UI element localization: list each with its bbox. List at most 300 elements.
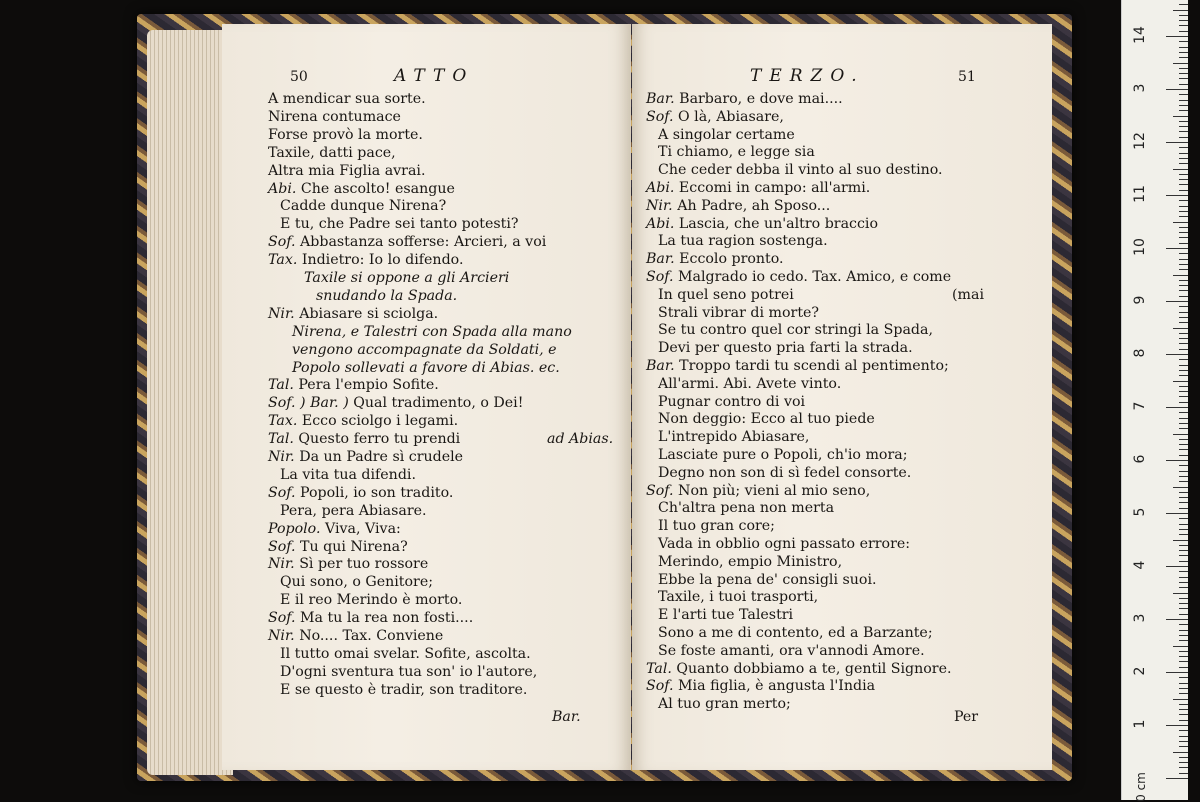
ruler-tick: [1179, 227, 1188, 228]
ruler-tick: [1179, 550, 1188, 551]
line-text: Che ascolto! esangue: [300, 180, 455, 197]
text-line: [268, 144, 396, 162]
ruler-tick: [1179, 736, 1188, 737]
text-line: [658, 499, 834, 517]
text-line: [646, 197, 830, 215]
measuring-ruler: [1121, 0, 1188, 800]
speaker-label: Tal.: [268, 377, 299, 394]
text-line: [658, 393, 805, 411]
text-line: [658, 428, 809, 446]
speaker-label: Sof. ) Bar. ): [268, 395, 354, 412]
text-line: [316, 287, 457, 305]
line-text: Abiasare si sciolga.: [299, 305, 439, 322]
text-line: [280, 591, 462, 609]
line-text: E l'arti tue Talestri: [658, 607, 794, 624]
speaker-label: Sof.: [646, 108, 679, 125]
ruler-tick: [1179, 370, 1188, 371]
ruler-tick: [1179, 455, 1188, 456]
text-line: [268, 126, 423, 144]
ruler-tick: [1179, 338, 1188, 339]
text-line: [280, 466, 416, 484]
ruler-tick: [1179, 68, 1188, 69]
line-text: Popoli, io son tradito.: [300, 484, 454, 501]
speaker-label: Sof.: [268, 484, 301, 501]
line-text: Che ceder debba il vinto al suo destino.: [658, 162, 943, 179]
text-line: [280, 502, 427, 520]
text-line: [646, 268, 951, 286]
ruler-tick: [1166, 566, 1188, 567]
ruler-tick: [1173, 646, 1188, 647]
speaker-label: Tax.: [268, 413, 302, 430]
line-text: Cadde dunque Nirena?: [280, 198, 447, 215]
line-text: Strali vibrar di morte?: [658, 304, 820, 321]
text-line: [658, 339, 913, 357]
ruler-tick: [1179, 52, 1188, 53]
line-text: Taxile si oppone a gli Arcieri: [304, 270, 510, 286]
ruler-tick: [1179, 100, 1188, 101]
text-line: [658, 695, 791, 713]
ruler-tick: [1179, 582, 1188, 583]
line-text: Ch'altra pena non merta: [658, 500, 835, 517]
line-text: Pera l'empio Sofite.: [298, 377, 439, 394]
ruler-tick: [1179, 561, 1188, 562]
ruler-tick: [1179, 317, 1188, 318]
text-line: [292, 323, 572, 341]
line-text: Da un Padre sì crudele: [299, 449, 464, 465]
ruler-tick: [1179, 322, 1188, 323]
line-text: Forse provò la morte.: [268, 126, 423, 143]
speaker-label: Bar.: [646, 358, 680, 374]
ruler-tick: [1179, 190, 1188, 191]
ruler-tick: [1179, 41, 1188, 42]
ruler-tick: [1166, 248, 1188, 249]
speaker-label: Abi.: [268, 180, 301, 197]
right-page: [632, 24, 1052, 770]
ruler-tick: [1179, 333, 1188, 334]
text-line: [646, 108, 784, 126]
ruler-tick: [1179, 375, 1188, 376]
ruler-tick: [1179, 15, 1188, 16]
text-line: [658, 464, 911, 482]
line-text: Sì per tuo rossore: [299, 556, 429, 573]
ruler-tick: [1179, 508, 1188, 509]
ruler-tick: [1179, 349, 1188, 350]
ruler-tick: [1179, 683, 1188, 684]
text-line: [658, 588, 818, 606]
ruler-number: 9: [1132, 295, 1148, 305]
ruler-tick: [1179, 237, 1188, 238]
ruler-tick: [1179, 497, 1188, 498]
line-text: Ebbe la pena de' consigli suoi.: [658, 571, 877, 588]
ruler-number: 8: [1132, 348, 1148, 358]
left-page-number: 50: [290, 69, 308, 85]
text-line: [268, 627, 443, 645]
speaker-label: Abi.: [646, 180, 679, 196]
text-line: [280, 681, 527, 699]
text-line: [658, 161, 943, 179]
ruler-tick: [1179, 147, 1188, 148]
line-text: E il reo Merindo è morto.: [280, 592, 463, 609]
speaker-label: Nir.: [268, 449, 300, 465]
ruler-tick: [1179, 174, 1188, 175]
speaker-label: Sof.: [268, 234, 301, 251]
ruler-number: 12: [1132, 132, 1148, 150]
ruler-tick: [1179, 704, 1188, 705]
line-text: Merindo, empio Ministro,: [658, 553, 843, 570]
line-text: Degno non son di sì fedel consorte.: [658, 464, 912, 481]
line-text: Quanto dobbiamo a te, gentil Signore.: [676, 660, 952, 677]
line-text: Questo ferro tu prendi: [298, 431, 461, 448]
ruler-unit-label: 0 cm: [1133, 772, 1148, 802]
ruler-tick: [1179, 767, 1188, 768]
ruler-tick: [1173, 169, 1188, 170]
ruler-tick: [1179, 264, 1188, 265]
ruler-tick: [1179, 529, 1188, 530]
speaker-label: Sof.: [646, 678, 679, 695]
ruler-tick: [1179, 449, 1188, 450]
ruler-tick: [1179, 31, 1188, 32]
text-line: [658, 642, 925, 660]
ruler-tick: [1179, 439, 1188, 440]
line-text: La tua ragion sostenga.: [658, 233, 828, 250]
text-line: [280, 197, 446, 215]
line-text: No.... Tax. Conviene: [299, 628, 444, 644]
line-text: O là, Abiasare,: [678, 108, 784, 125]
ruler-tick: [1179, 306, 1188, 307]
ruler-tick: [1179, 688, 1188, 689]
line-text: La vita tua difendi.: [280, 466, 416, 483]
ruler-tick: [1179, 640, 1188, 641]
ruler-tick: [1166, 301, 1188, 302]
text-line: [658, 535, 910, 553]
line-text: Ah Padre, ah Sposo...: [677, 197, 831, 214]
ruler-tick: [1166, 89, 1188, 90]
line-text: Sono a me di contento, ed a Barzante;: [658, 625, 933, 641]
ruler-tick: [1179, 73, 1188, 74]
ruler-tick: [1179, 762, 1188, 763]
ruler-tick: [1179, 465, 1188, 466]
line-text: Nirena, e Talestri con Spada alla mano: [292, 323, 572, 340]
ruler-tick: [1179, 184, 1188, 185]
line-text: Taxile, datti pace,: [268, 144, 396, 161]
text-line: [268, 251, 463, 269]
text-line: [658, 143, 815, 161]
left-catchword: Bar.: [552, 709, 581, 725]
text-line: [658, 304, 819, 322]
line-text: snudando la Spada.: [316, 287, 458, 304]
text-line: [646, 215, 878, 233]
ruler-tick: [1179, 280, 1188, 281]
line-text: Il tuo gran core;: [658, 518, 775, 535]
speaker-label: Sof.: [646, 482, 679, 499]
speaker-label: Tal.: [646, 660, 677, 677]
speaker-label: Sof.: [646, 269, 679, 285]
ruler-tick: [1166, 672, 1188, 673]
ruler-tick: [1179, 269, 1188, 270]
text-line: [268, 90, 426, 108]
ruler-tick: [1179, 20, 1188, 21]
line-text: Popolo sollevati a favore di Abias. ec.: [292, 359, 560, 376]
ruler-tick: [1179, 677, 1188, 678]
line-text: In quel seno potrei: [658, 286, 794, 303]
text-line: [268, 305, 438, 323]
line-text: Lasciate pure o Popoli, ch'io mora;: [658, 447, 908, 463]
ruler-tick: [1179, 216, 1188, 217]
line-text: Eccomi in campo: all'armi.: [678, 180, 871, 196]
text-line: [658, 624, 933, 642]
page-edges: [147, 30, 233, 775]
line-text: E se questo è tradir, son traditore.: [280, 681, 528, 698]
ruler-tick: [1179, 720, 1188, 721]
text-line: [268, 538, 408, 556]
line-text: Viva, Viva:: [325, 520, 401, 537]
ruler-tick: [1179, 444, 1188, 445]
text-line: [658, 126, 795, 144]
ruler-tick: [1173, 275, 1188, 276]
ruler-tick: [1179, 571, 1188, 572]
ruler-tick: [1166, 142, 1188, 143]
ruler-tick: [1179, 253, 1188, 254]
ruler-tick: [1179, 603, 1188, 604]
ruler-number: 6: [1132, 454, 1148, 464]
ruler-tick: [1166, 513, 1188, 514]
ruler-tick: [1179, 471, 1188, 472]
speaker-label: Nir.: [268, 556, 300, 573]
ruler-tick: [1179, 232, 1188, 233]
right-catchword: Per: [954, 709, 979, 725]
ruler-tick: [1179, 661, 1188, 662]
ruler-tick: [1173, 328, 1188, 329]
ruler-tick: [1166, 619, 1188, 620]
speaker-label: Bar.: [646, 251, 680, 268]
line-text: E tu, che Padre sei tanto potesti?: [280, 216, 519, 233]
line-text: Pera, pera Abiasare.: [280, 502, 427, 519]
ruler-tick: [1179, 121, 1188, 122]
ruler-tick: [1179, 296, 1188, 297]
ruler-tick: [1179, 714, 1188, 715]
ruler-tick: [1179, 391, 1188, 392]
text-line: [268, 394, 523, 412]
text-line: [268, 609, 473, 627]
ruler-tick: [1179, 624, 1188, 625]
text-line: [658, 321, 933, 339]
ruler-tick: [1179, 386, 1188, 387]
ruler-tick: [1179, 94, 1188, 95]
ruler-tick: [1179, 163, 1188, 164]
speaker-label: Popolo.: [268, 520, 325, 537]
speaker-label: Nir.: [268, 305, 300, 322]
text-line: [268, 448, 463, 466]
ruler-tick: [1179, 667, 1188, 668]
line-text: Se foste amanti, ora v'annodi Amore.: [658, 642, 925, 659]
ruler-tick: [1173, 593, 1188, 594]
ruler-tick: [1166, 778, 1188, 779]
line-text: vengono accompagnate da Soldati, e: [292, 341, 557, 358]
ruler-tick: [1166, 354, 1188, 355]
ruler-tick: [1179, 518, 1188, 519]
ruler-tick: [1179, 4, 1188, 5]
text-line: [658, 571, 877, 589]
ruler-tick: [1179, 709, 1188, 710]
text-line: [268, 233, 546, 251]
ruler-tick: [1179, 534, 1188, 535]
line-text: Mia figlia, è angusta l'India: [678, 678, 876, 695]
text-line: [658, 410, 875, 428]
ruler-tick: [1179, 365, 1188, 366]
text-line: [646, 179, 870, 197]
ruler-tick: [1179, 418, 1188, 419]
line-text: L'intrepido Abiasare,: [658, 429, 810, 446]
line-text: Non deggio: Ecco al tuo piede: [658, 411, 875, 428]
line-text: Altra mia Figlia avrai.: [268, 162, 426, 179]
ruler-tick: [1166, 407, 1188, 408]
line-text: Il tutto omai svelar. Sofite, ascolta.: [280, 645, 531, 662]
line-text: Devi per questo pria farti la strada.: [658, 340, 913, 357]
speaker-label: Tax.: [268, 252, 302, 269]
ruler-number: 2: [1132, 666, 1148, 676]
ruler-tick: [1179, 312, 1188, 313]
ruler-tick: [1173, 752, 1188, 753]
ruler-tick: [1179, 110, 1188, 111]
ruler-tick: [1179, 587, 1188, 588]
text-line: [658, 517, 775, 535]
ruler-tick: [1173, 540, 1188, 541]
text-line: [268, 162, 425, 180]
ruler-number: 5: [1132, 507, 1148, 517]
text-line: [268, 412, 458, 430]
line-text: Abbastanza sofferse: Arcieri, a voi: [300, 234, 547, 251]
line-text: Ti chiamo, e legge sia: [658, 144, 815, 161]
speaker-label: Nir.: [646, 197, 678, 214]
ruler-tick: [1179, 651, 1188, 652]
ruler-tick: [1179, 630, 1188, 631]
line-text: Pugnar contro di voi: [658, 393, 806, 410]
ruler-tick: [1179, 126, 1188, 127]
ruler-tick: [1179, 635, 1188, 636]
text-line: [280, 663, 537, 681]
text-line: [280, 645, 531, 663]
text-line: [268, 520, 401, 538]
ruler-tick: [1166, 460, 1188, 461]
ruler-number: 1: [1132, 719, 1148, 729]
left-running-title: ATTO: [394, 66, 475, 86]
ruler-tick: [1179, 179, 1188, 180]
ruler-number: 3: [1132, 613, 1148, 623]
line-text: Taxile, i tuoi trasporti,: [658, 589, 819, 606]
ruler-number: 14: [1132, 26, 1148, 44]
text-line: [658, 606, 793, 624]
speaker-label: Sof.: [268, 538, 301, 555]
ruler-tick: [1173, 434, 1188, 435]
ruler-tick: [1179, 614, 1188, 615]
line-text: Se tu contro quel cor stringi la Spada,: [658, 322, 933, 339]
ruler-number: 3: [1132, 83, 1148, 93]
ruler-tick: [1179, 608, 1188, 609]
line-text: Nirena contumace: [268, 108, 401, 125]
ruler-tick: [1179, 158, 1188, 159]
speaker-label: Sof.: [268, 610, 301, 627]
ruler-tick: [1179, 730, 1188, 731]
ruler-tick: [1173, 10, 1188, 11]
ruler-tick: [1179, 492, 1188, 493]
text-line: [268, 484, 453, 502]
text-line: [268, 555, 428, 573]
ruler-tick: [1179, 481, 1188, 482]
ruler-tick: [1179, 555, 1188, 556]
text-line: [280, 215, 518, 233]
line-text: Eccolo pronto.: [679, 251, 784, 268]
ruler-tick: [1179, 598, 1188, 599]
line-text: Tu qui Nirena?: [300, 538, 408, 555]
ruler-tick: [1179, 577, 1188, 578]
ruler-tick: [1179, 741, 1188, 742]
ruler-tick: [1173, 222, 1188, 223]
speaker-label: Bar.: [646, 91, 680, 107]
ruler-tick: [1179, 47, 1188, 48]
ruler-tick: [1179, 428, 1188, 429]
ruler-tick: [1179, 25, 1188, 26]
ruler-tick: [1179, 137, 1188, 138]
right-running-title: TERZO.: [750, 66, 865, 86]
speaker-label: Tal.: [268, 431, 299, 448]
ruler-tick: [1179, 153, 1188, 154]
text-line: [304, 269, 509, 287]
ruler-tick: [1179, 693, 1188, 694]
ruler-tick: [1179, 402, 1188, 403]
line-text: Qui sono, o Genitore;: [280, 574, 433, 591]
right-page-number: 51: [958, 69, 976, 85]
marginal-note: ad Abias.: [547, 431, 614, 448]
ruler-tick: [1173, 116, 1188, 117]
line-text: Ma tu la rea non fosti....: [300, 610, 474, 627]
line-text: Lascia, che un'altro braccio: [678, 215, 879, 232]
ruler-tick: [1179, 773, 1188, 774]
ruler-tick: [1179, 200, 1188, 201]
text-line: [658, 232, 828, 250]
line-text: Barbaro, e dove mai....: [679, 91, 843, 107]
marginal-note: (mai: [952, 286, 984, 303]
ruler-tick: [1179, 545, 1188, 546]
ruler-tick: [1179, 412, 1188, 413]
ruler-tick: [1173, 381, 1188, 382]
ruler-tick: [1179, 746, 1188, 747]
text-line: [268, 108, 401, 126]
ruler-tick: [1179, 524, 1188, 525]
line-text: Non più; vieni al mio seno,: [678, 482, 871, 499]
speaker-label: Abi.: [646, 215, 679, 232]
ruler-tick: [1179, 243, 1188, 244]
text-line: [646, 482, 870, 500]
ruler-tick: [1179, 84, 1188, 85]
line-text: Vada in obblio ogni passato errore:: [658, 536, 911, 552]
ruler-tick: [1179, 502, 1188, 503]
ruler-tick: [1179, 423, 1188, 424]
ruler-tick: [1179, 476, 1188, 477]
ruler-number: 11: [1132, 185, 1148, 203]
ruler-tick: [1179, 211, 1188, 212]
ruler-tick: [1179, 396, 1188, 397]
text-line: [268, 430, 460, 448]
line-text: D'ogni sventura tua son' io l'autore,: [280, 663, 538, 680]
ruler-tick: [1179, 105, 1188, 106]
ruler-tick: [1179, 359, 1188, 360]
ruler-tick: [1173, 699, 1188, 700]
line-text: Malgrado io cedo. Tax. Amico, e come: [678, 269, 952, 285]
left-header: [222, 66, 630, 90]
text-line: [292, 359, 560, 377]
text-line: [646, 90, 843, 108]
line-text: Al tuo gran merto;: [658, 696, 791, 713]
